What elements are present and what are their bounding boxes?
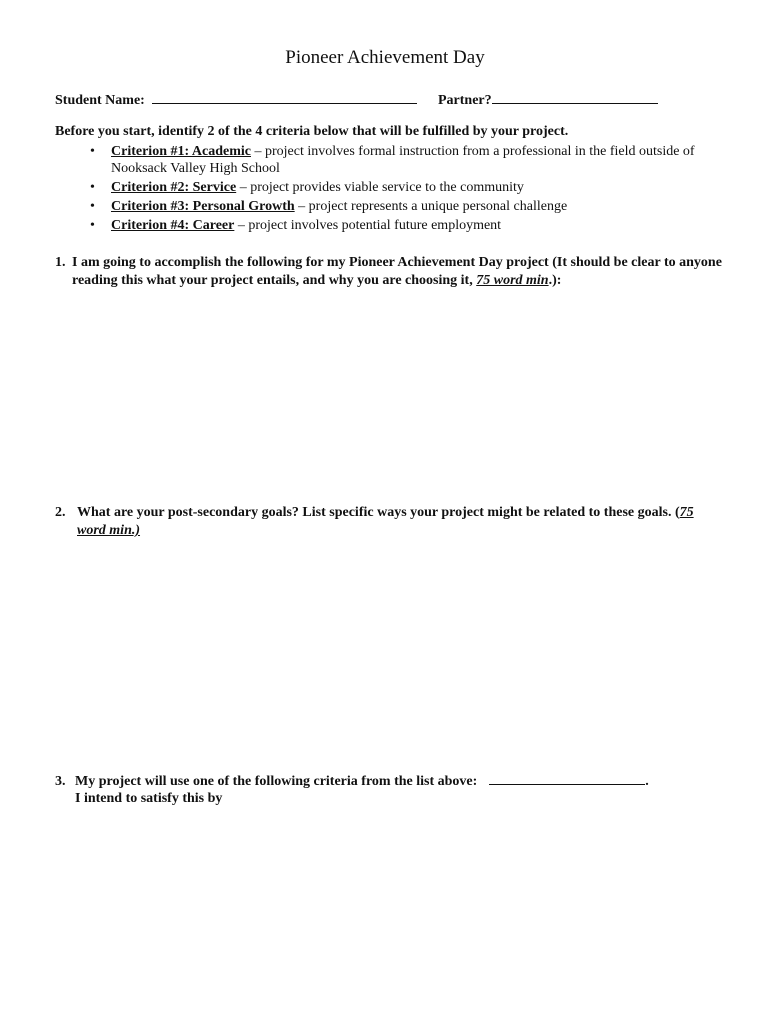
word-min-note: 75 word min.) — [77, 505, 694, 538]
question-number: 3. — [55, 774, 66, 789]
question-text: I am going to accomplish the following for my Pioneer Achievement Day project (It should be clear to anyone reading this what your project entails, and why you are choosing it, — [72, 255, 722, 288]
partner-row — [438, 90, 658, 109]
bullet-icon: • — [90, 218, 95, 233]
word-min-note: 75 word min — [476, 273, 549, 288]
criterion-name: Criterion #2: Service — [111, 180, 237, 195]
student-name-field[interactable] — [152, 90, 417, 104]
criterion-name: Criterion #3: Personal Growth — [111, 199, 295, 214]
question-2 — [55, 504, 717, 540]
criterion-item-3 — [90, 198, 700, 215]
criterion-desc: – project involves formal instruction from a professional in the field outside of Nooksack Valley High School — [111, 144, 695, 176]
answer-area-1[interactable] — [55, 300, 715, 490]
criteria-instruction: Before you start, identify 2 of the 4 criteria below that will be fulfilled by your project. — [55, 124, 569, 139]
criterion-item-1 — [90, 143, 700, 177]
criterion-choice-field[interactable] — [489, 771, 645, 785]
question-number: 2. — [55, 505, 66, 520]
bullet-icon: • — [90, 180, 95, 195]
answer-area-2[interactable] — [55, 550, 715, 750]
question-tail: .): — [548, 273, 562, 288]
criterion-desc: – project represents a unique personal challenge — [294, 199, 568, 214]
question-text: My project will use one of the following criteria from the list above: — [75, 774, 478, 789]
criterion-name: Criterion #4: Career — [111, 218, 235, 233]
bullet-icon: • — [90, 199, 95, 214]
question-3 — [55, 771, 715, 791]
student-name-row — [55, 90, 417, 109]
criterion-name: Criterion #1: Academic — [111, 144, 251, 159]
page-title: Pioneer Achievement Day — [285, 47, 485, 68]
student-name-label: Student Name: — [55, 93, 145, 108]
criterion-item-2 — [90, 179, 700, 196]
criteria-list — [90, 143, 700, 236]
question-number: 1. — [55, 255, 66, 270]
criterion-desc: – project involves potential future employment — [234, 218, 502, 233]
bullet-icon: • — [90, 144, 95, 159]
question-text: What are your post-secondary goals? List specific ways your project might be related to these goals. ( — [77, 505, 680, 520]
question-1 — [55, 254, 732, 290]
question-3-line-2: I intend to satisfy this by — [75, 791, 223, 806]
partner-label: Partner? — [438, 93, 492, 108]
criterion-item-4 — [90, 217, 700, 234]
criterion-desc: – project provides viable service to the community — [236, 180, 524, 195]
question-tail: . — [645, 774, 649, 789]
partner-field[interactable] — [492, 90, 658, 104]
answer-area-3[interactable] — [55, 815, 715, 1005]
